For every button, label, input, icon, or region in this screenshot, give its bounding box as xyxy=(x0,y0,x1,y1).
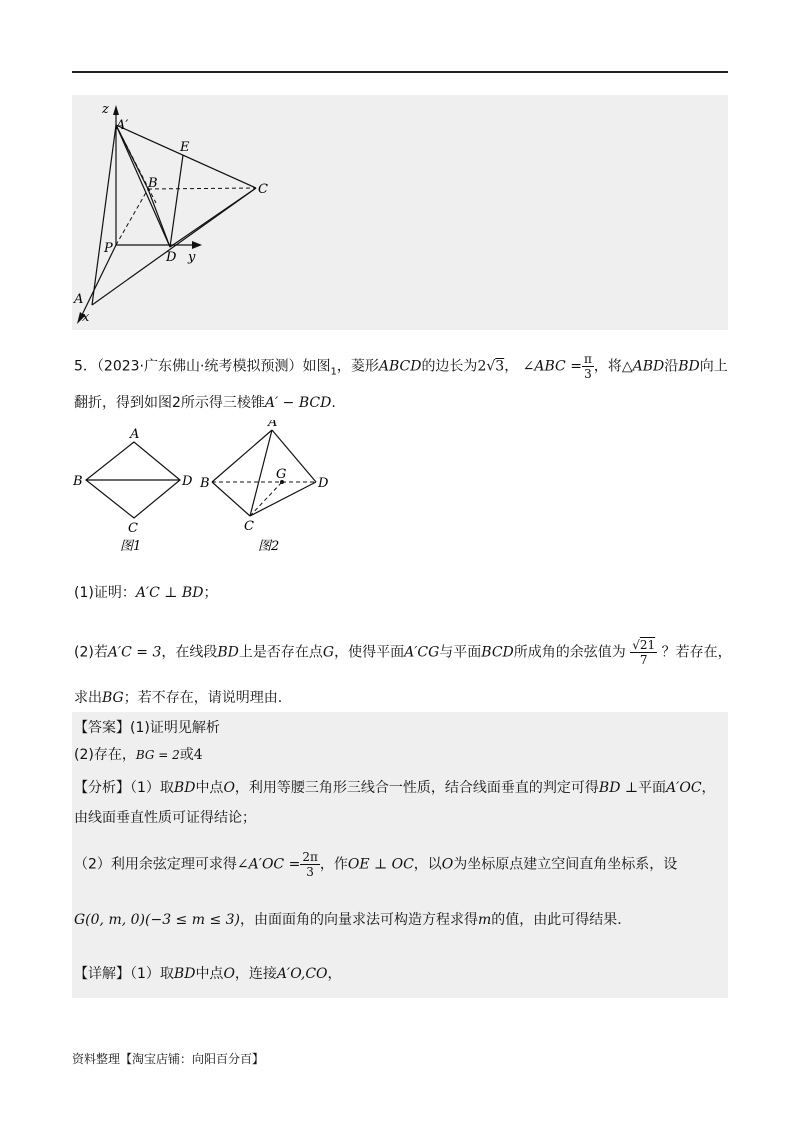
answer-line-1 xyxy=(74,718,220,738)
analysis-line-3 xyxy=(74,850,677,879)
fig1-label-b: B xyxy=(73,474,83,489)
analysis-text: ， xyxy=(701,780,716,796)
fraction-numerator: π xyxy=(583,352,592,366)
label-c: C xyxy=(258,182,268,197)
analysis-label: 【分析】 xyxy=(74,780,130,796)
figures-rhombus xyxy=(72,420,342,560)
analysis-line-2 xyxy=(74,808,256,828)
part-2-line-1 xyxy=(74,638,732,667)
figures-rhombus-svg xyxy=(72,420,342,560)
answer-label: 【答案】 xyxy=(74,720,130,736)
fraction-denominator: 3 xyxy=(306,865,314,879)
math-g: G xyxy=(322,644,335,661)
fig2-label-d: D xyxy=(318,476,329,491)
analysis-line-1 xyxy=(74,778,716,798)
label-d: D xyxy=(166,250,177,265)
detail-text: 中点 xyxy=(195,966,224,982)
fraction-numerator: √21 xyxy=(632,638,656,652)
label-a-prime: A′ xyxy=(116,118,129,133)
part2-text: 所成角的余弦值为 xyxy=(513,644,626,661)
label-y: y xyxy=(188,250,196,265)
part2-text: ，在线段 xyxy=(161,644,218,661)
figure-2-pyramid xyxy=(212,430,316,516)
detail-line-1 xyxy=(74,964,342,984)
fig1-label-d: D xyxy=(182,474,193,489)
fraction-numerator: 2π xyxy=(302,850,318,864)
part2-text: 上是否存在点 xyxy=(238,644,323,661)
problem-text: 沿 xyxy=(664,358,679,375)
math-g-coordinates: G(0, m, 0)(−3 ≤ m ≤ 3) xyxy=(74,912,241,928)
answer-part1: (1)证明见解析 xyxy=(130,720,220,736)
analysis-text: 的值，由此可得结果. xyxy=(491,912,622,928)
math-plane-a-o-c: A′OC xyxy=(666,780,702,796)
problem-text: 如图 xyxy=(302,358,331,375)
fig1-label-a: A xyxy=(130,427,140,442)
analysis-line-4 xyxy=(74,910,622,930)
math-plane-bcd: BCD xyxy=(481,644,514,661)
math-bg: BG xyxy=(102,690,124,706)
fraction-denominator: 3 xyxy=(584,367,592,381)
analysis-text: ，以 xyxy=(413,856,442,873)
label-a: A xyxy=(74,292,84,307)
fig2-label-g: G xyxy=(276,467,287,482)
part2-text: 与平面 xyxy=(439,644,482,661)
problem-text: . xyxy=(331,395,336,411)
fig2-caption: 图2 xyxy=(258,539,280,554)
figure-3d-coordinate xyxy=(72,95,728,330)
answer-line-2 xyxy=(74,745,203,765)
math-triangle-abd: △ABD xyxy=(621,358,665,375)
math-angle-a-o-c: ∠A′OC = xyxy=(236,856,301,873)
radicand: 21 xyxy=(639,638,656,652)
fig1-caption: 图1 xyxy=(120,539,142,554)
part2-text: (2)若 xyxy=(74,644,108,661)
analysis-text: （1）取 xyxy=(130,780,174,796)
figure-1-rhombus xyxy=(86,442,180,518)
fig2-label-b: B xyxy=(200,476,210,491)
detail-text: （1）取 xyxy=(130,966,174,982)
detail-text: ， xyxy=(327,966,342,982)
fig1-label-c: C xyxy=(128,521,138,536)
problem-text: ， xyxy=(504,358,519,375)
analysis-text: 平面 xyxy=(638,780,667,796)
label-e: E xyxy=(180,140,190,155)
answer-text: (2)存在， xyxy=(74,747,136,763)
part1-suffix: ； xyxy=(203,585,218,601)
label-p: P xyxy=(104,241,113,256)
label-z: z xyxy=(102,102,109,117)
footer-note: 资料整理【淘宝店铺：向阳百分百】 xyxy=(72,1052,265,1066)
answer-text: 或 xyxy=(179,747,194,763)
problem-text: 的边长为 xyxy=(421,358,478,375)
figure-3d-svg xyxy=(72,95,728,330)
analysis-text: 由线面垂直性质可证得结论； xyxy=(74,810,256,826)
math-pyramid: A′ − BCD xyxy=(264,395,332,411)
analysis-text: 中点 xyxy=(195,780,224,796)
analysis-text: ，作 xyxy=(319,856,348,873)
analysis-text: （2）利用余弦定理可求得 xyxy=(74,856,237,873)
label-b: B xyxy=(148,176,158,191)
math-angle-abc: ∠ABC = xyxy=(522,358,582,375)
math-abcd: ABCD xyxy=(378,358,422,375)
math-side-length: 2√3 xyxy=(477,358,505,375)
math-bg-equals-2: BG = 2 xyxy=(135,748,180,762)
math-bd-perp: BD ⊥ xyxy=(598,780,639,796)
math-plane-a-c-g: A′CG xyxy=(404,644,440,661)
problem-line-2 xyxy=(74,393,336,413)
math-bd: BD xyxy=(678,358,700,375)
part1-prefix: (1)证明： xyxy=(74,585,136,601)
analysis-text: ，利用等腰三角形三线合一性质，结合线面垂直的判定可得 xyxy=(234,780,599,796)
part2-text: ，使得平面 xyxy=(334,644,405,661)
math-perpendicular: A′C ⊥ BD xyxy=(135,585,204,601)
math-m: m xyxy=(478,912,492,928)
part2-text: 求出 xyxy=(74,690,102,706)
math-oe-perp-oc: OE ⊥ OC xyxy=(347,856,414,873)
math-bd: BD xyxy=(173,780,196,796)
fraction-cosine-value xyxy=(630,638,657,667)
math-bd: BD xyxy=(173,966,196,982)
problem-line-1 xyxy=(74,352,728,382)
part-1 xyxy=(74,583,217,603)
fig-ref: 1 xyxy=(330,366,337,378)
math-bd: BD xyxy=(217,644,239,661)
problem-text: ，将 xyxy=(593,358,622,375)
label-x: x xyxy=(82,310,90,325)
math-o: O xyxy=(223,966,235,982)
detail-text: ，连接 xyxy=(234,966,277,982)
math-o: O xyxy=(441,856,454,873)
side-radicand: 3 xyxy=(495,358,505,375)
part-2-line-2 xyxy=(74,688,282,708)
math-segments: A′O,CO xyxy=(276,966,328,982)
analysis-text: 为坐标原点建立空间直角坐标系，设 xyxy=(453,856,678,873)
answer-value: 4 xyxy=(193,747,203,763)
fraction-pi-over-3 xyxy=(582,352,594,381)
math-condition: A′C = 3 xyxy=(107,644,162,661)
fraction-denominator: 7 xyxy=(639,653,648,667)
part2-text: ？若存在， xyxy=(661,644,732,661)
problem-text: 向上 xyxy=(699,358,728,375)
header-rule xyxy=(72,71,728,73)
problem-text: ，菱形 xyxy=(336,358,379,375)
part2-text: ；若不存在，请说明理由. xyxy=(123,690,283,706)
problem-number: 5． xyxy=(74,358,97,375)
fig2-label-c: C xyxy=(244,519,254,534)
fig2-label-a-prime: A′ xyxy=(268,420,281,430)
detail-label: 【详解】 xyxy=(74,966,130,982)
side-coefficient: 2 xyxy=(477,358,487,375)
analysis-text: ，由面面角的向量求法可构造方程求得 xyxy=(240,912,479,928)
problem-source: （2023·广东佛山·统考模拟预测） xyxy=(96,358,303,375)
problem-text: 翻折，得到如图2所示得三棱锥 xyxy=(74,395,265,411)
fraction-2pi-over-3 xyxy=(300,850,320,879)
math-o: O xyxy=(223,780,235,796)
